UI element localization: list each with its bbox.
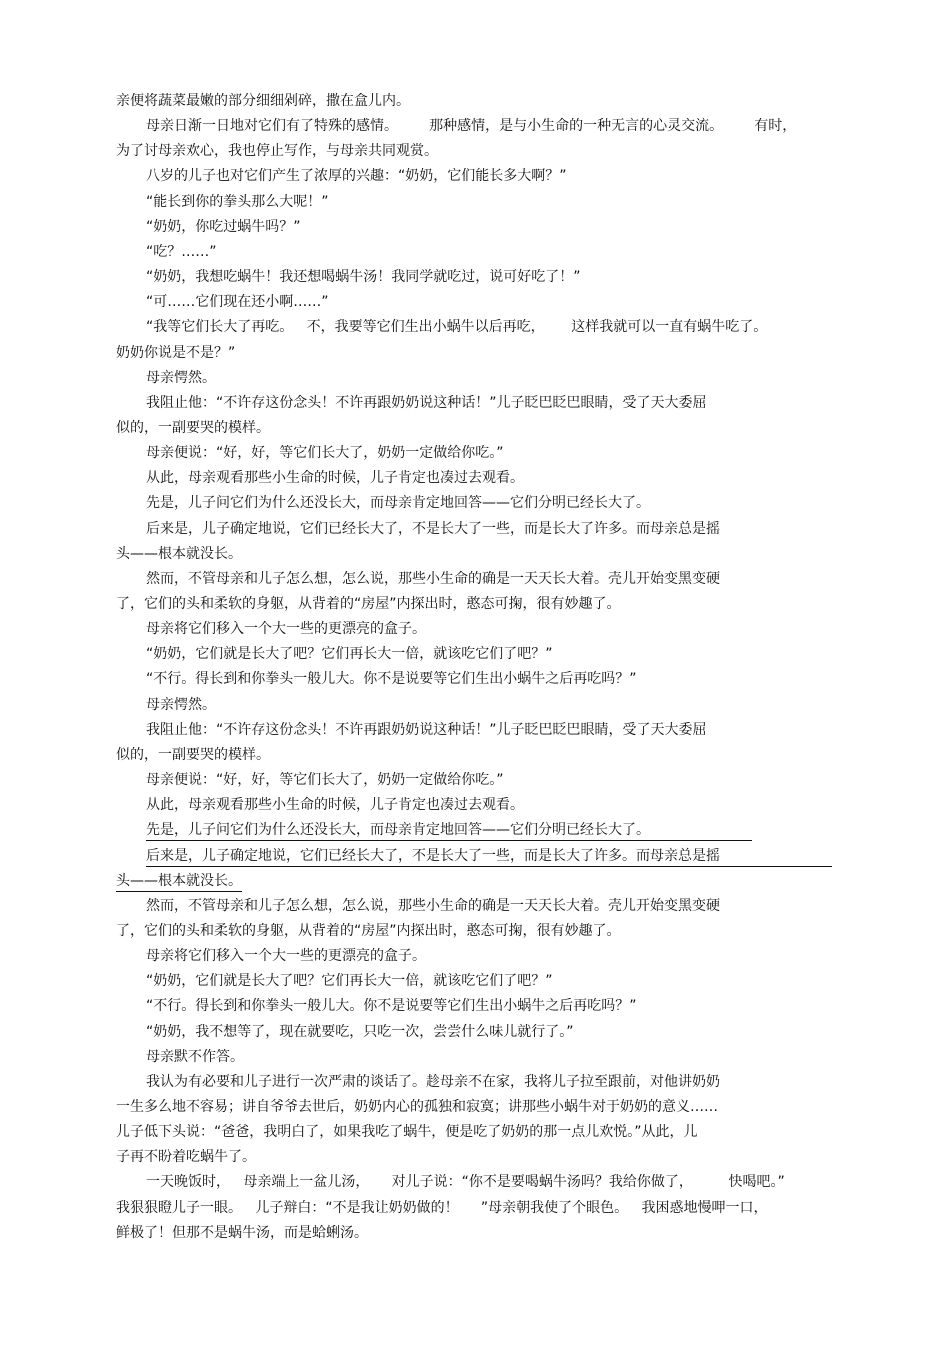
text-line: 然而，不管母亲和儿子怎么想，怎么说，那些小生命的确是一天天长大着。壳儿开始变黑变硬 — [146, 898, 720, 914]
text-line: “奶奶，它们就是长大了吧？它们再长大一倍，就该吃它们了吧？” — [146, 646, 553, 662]
text-line: 母亲便说：“好，好，等它们长大了，奶奶一定做给你吃。” — [146, 772, 504, 788]
text-line: 亲便将蔬菜最嫩的部分细细剁碎，撒在盒儿内。 — [116, 93, 410, 109]
text-line: 子再不盼着吃蜗牛了。 — [116, 1149, 256, 1165]
text-line: 儿子低下头说：“爸爸，我明白了，如果我吃了蜗牛，便是吃了奶奶的那一点儿欢悦。”从此，儿 — [116, 1124, 698, 1140]
text-line: 了，它们的头和柔软的身躯，从背着的“房屋”内探出时，憨态可掬，很有妙趣了。 — [116, 923, 621, 939]
text-line: 八岁的儿子也对它们产生了浓厚的兴趣：“奶奶，它们能长多大啊？” — [146, 168, 567, 184]
text-line: 我阻止他：“不许存这份念头！不许再跟奶奶说这种话！”儿子眨巴眨巴眼睛，受了天大委屈 — [146, 722, 707, 738]
text-line: 母亲愕然。 — [146, 697, 216, 713]
text-line: 我阻止他：“不许存这份念头！不许再跟奶奶说这种话！”儿子眨巴眨巴眼睛，受了天大委屈 — [146, 395, 707, 411]
text-line: 似的，一副要哭的模样。 — [116, 420, 270, 436]
underline-rule — [146, 866, 832, 867]
text-line: 我认为有必要和儿子进行一次严肃的谈话了。趁母亲不在家，我将儿子拉至跟前，对他讲奶奶 — [146, 1074, 720, 1090]
text-line: 先是，儿子问它们为什么还没长大，而母亲肯定地回答——它们分明已经长大了。 — [146, 495, 650, 511]
text-line: 先是，儿子问它们为什么还没长大，而母亲肯定地回答——它们分明已经长大了。 — [146, 822, 650, 838]
text-line: 头——根本就没长。 — [116, 873, 242, 889]
text-line: “奶奶，它们就是长大了吧？它们再长大一倍，就该吃它们了吧？” — [146, 973, 553, 989]
underline-rule — [146, 840, 752, 841]
text-line: 后来是，儿子确定地说，它们已经长大了，不是长大了一些，而是长大了许多。而母亲总是摇 — [146, 848, 720, 864]
text-line: “吃？……” — [146, 244, 217, 260]
text-line: 一天晚饭时， 母亲端上一盆儿汤， 对儿子说：“你不是要喝蜗牛汤吗？我给你做了， 快喝吧。” — [146, 1174, 785, 1190]
text-line: 鲜极了！但那不是蜗牛汤，而是蛤蜊汤。 — [116, 1225, 368, 1241]
text-line: “不行。得长到和你拳头一般儿大。你不是说要等它们生出小蜗牛之后再吃吗？” — [146, 671, 637, 687]
text-line: 一生多么地不容易；讲自爷爷去世后，奶奶内心的孤独和寂寞；讲那些小蜗牛对于奶奶的意义…… — [116, 1099, 718, 1115]
text-line: 母亲将它们移入一个大一些的更漂亮的盒子。 — [146, 948, 426, 964]
text-line: “我等它们长大了再吃。 不，我要等它们生出小蜗牛以后再吃， 这样我就可以一直有蜗牛吃了。 — [146, 319, 768, 335]
text-line: 奶奶你说是不是？” — [116, 345, 236, 361]
text-line: 为了讨母亲欢心，我也停止写作，与母亲共同观赏。 — [116, 143, 438, 159]
text-line: 从此，母亲观看那些小生命的时候，儿子肯定也凑过去观看。 — [146, 797, 524, 813]
text-line: “可……它们现在还小啊……” — [146, 294, 329, 310]
text-line: 了，它们的头和柔软的身躯，从背着的“房屋”内探出时，憨态可掬，很有妙趣了。 — [116, 596, 621, 612]
text-line: “能长到你的拳头那么大呢！” — [146, 194, 329, 210]
text-line: 母亲愕然。 — [146, 370, 216, 386]
text-line: 母亲便说：“好，好，等它们长大了，奶奶一定做给你吃。” — [146, 445, 504, 461]
text-line: “奶奶，你吃过蜗牛吗？” — [146, 219, 301, 235]
text-line: 从此，母亲观看那些小生命的时候，儿子肯定也凑过去观看。 — [146, 470, 524, 486]
text-line: “奶奶，我不想等了，现在就要吃，只吃一次，尝尝什么味儿就行了。” — [146, 1024, 574, 1040]
text-line: 然而，不管母亲和儿子怎么想，怎么说，那些小生命的确是一天天长大着。壳儿开始变黑变硬 — [146, 571, 720, 587]
underline-rule — [116, 891, 242, 892]
text-line: 母亲日渐一日地对它们有了特殊的感情。 那种感情，是与小生命的一种无言的心灵交流。 有时， — [146, 118, 797, 134]
text-line: “不行。得长到和你拳头一般儿大。你不是说要等它们生出小蜗牛之后再吃吗？” — [146, 998, 637, 1014]
text-line: 母亲默不作答。 — [146, 1049, 244, 1065]
text-line: “奶奶，我想吃蜗牛！我还想喝蜗牛汤！我同学就吃过，说可好吃了！” — [146, 269, 581, 285]
text-line: 似的，一副要哭的模样。 — [116, 747, 270, 763]
text-line: 后来是，儿子确定地说，它们已经长大了，不是长大了一些，而是长大了许多。而母亲总是摇 — [146, 521, 720, 537]
text-line: 头——根本就没长。 — [116, 546, 242, 562]
text-line: 我狠狠瞪儿子一眼。 儿子辩白：“不是我让奶奶做的！ ”母亲朝我使了个眼色。 我困惑地慢呷一口， — [116, 1200, 768, 1216]
text-line: 母亲将它们移入一个大一些的更漂亮的盒子。 — [146, 621, 426, 637]
